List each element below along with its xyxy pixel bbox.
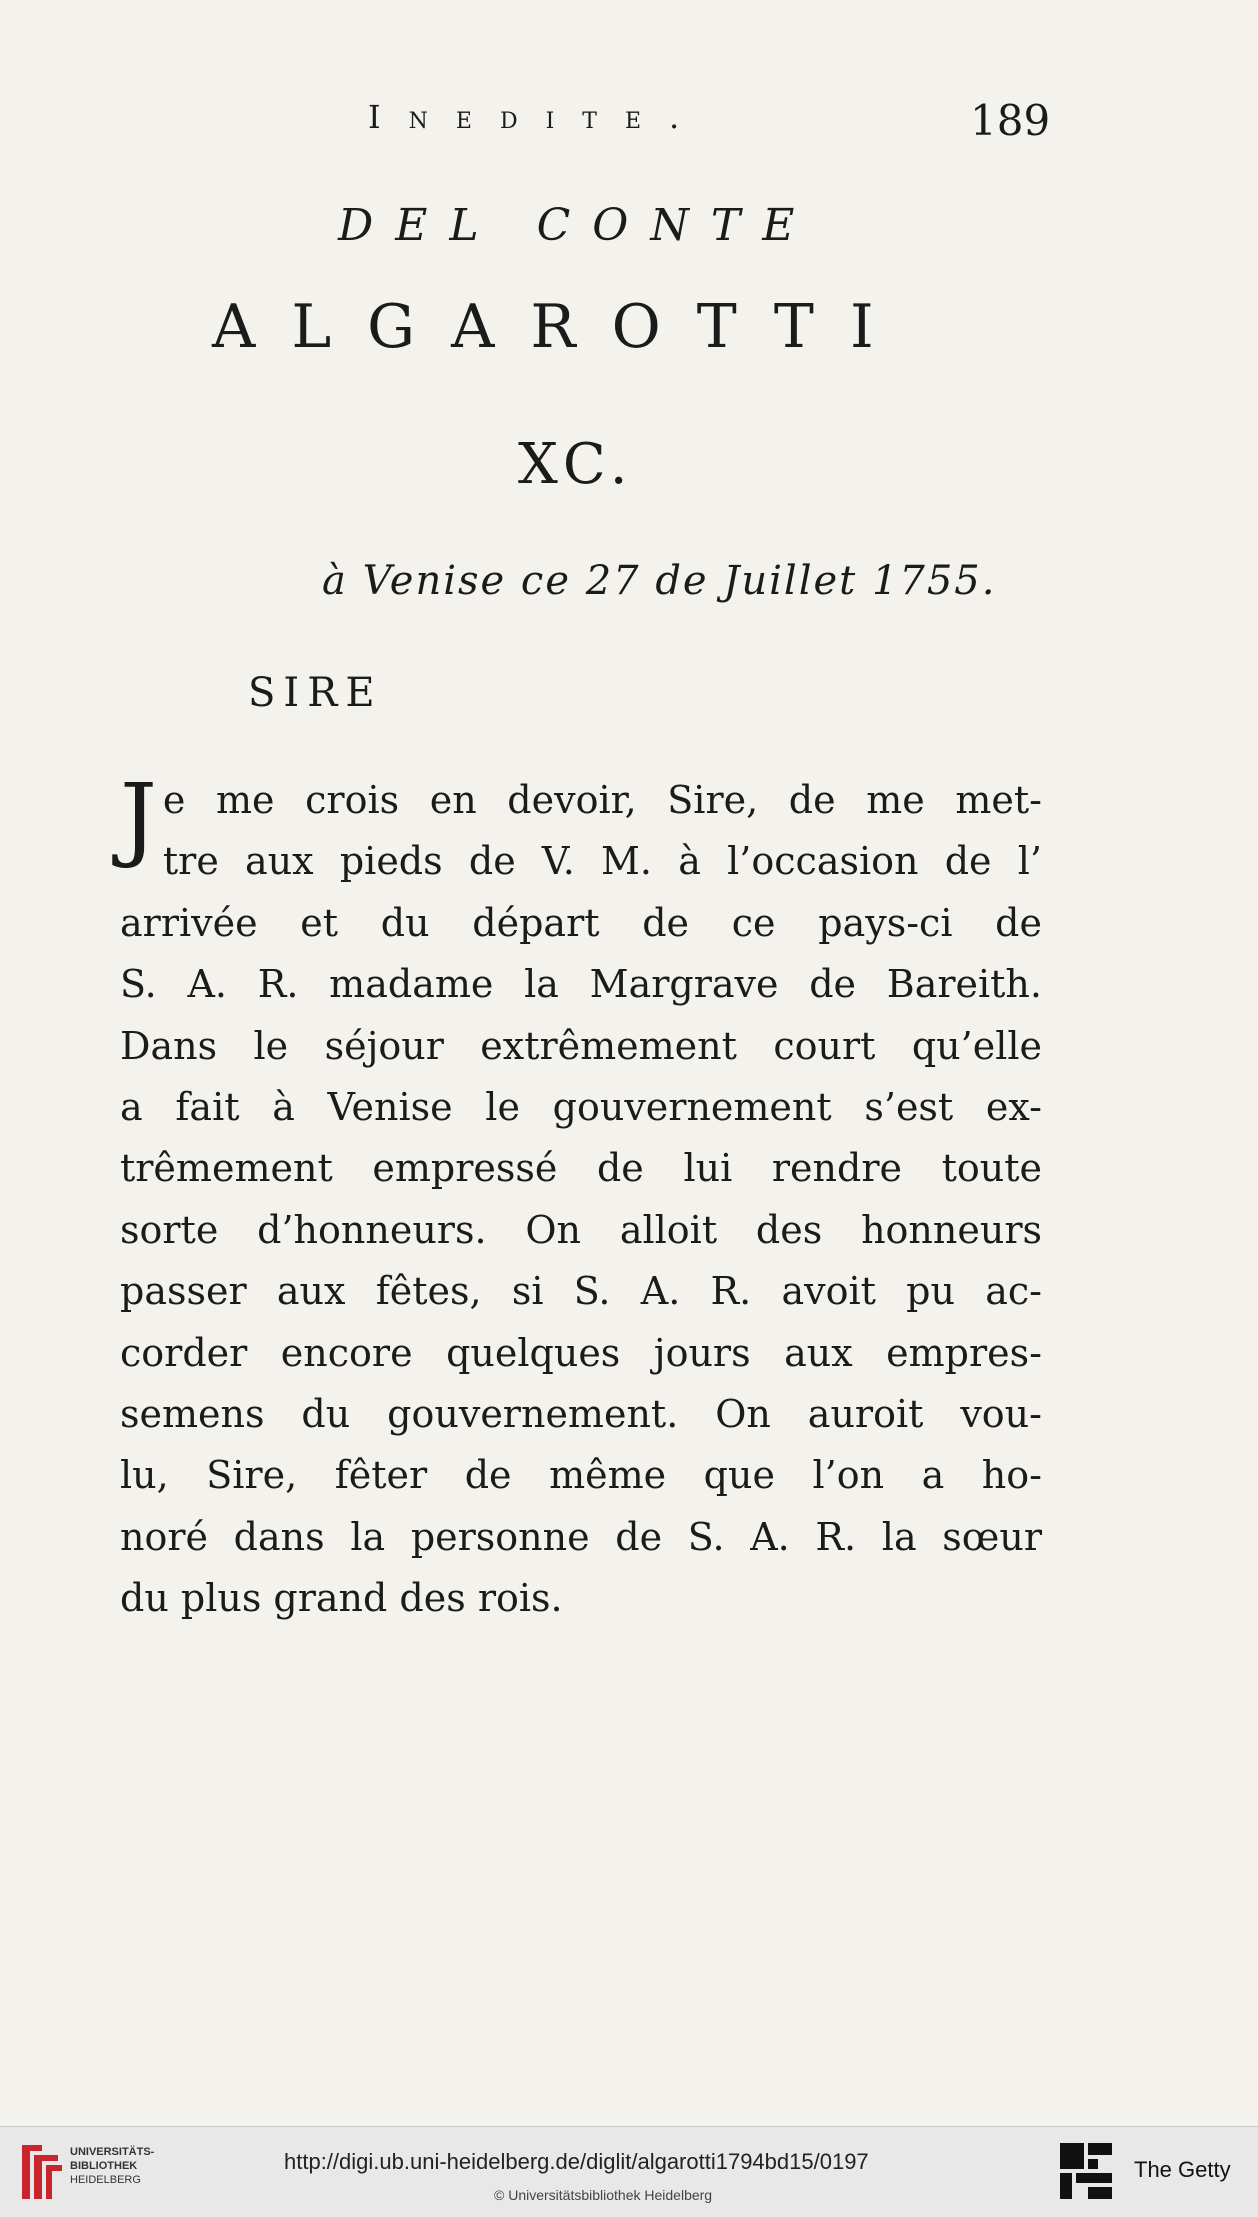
text-line: tre aux pieds de V. M. à l’occasion de l’ — [162, 839, 1042, 884]
text-line: a fait à Venise le gouvernement s’est ex- — [120, 1084, 1042, 1129]
text-line: trêmement empressé de lui rendre toute — [120, 1146, 1042, 1191]
salutation: SIRE — [248, 670, 383, 716]
text-line: Dans le séjour extrêmement court qu’elle — [120, 1023, 1042, 1068]
author-name: ALGAROTTI — [212, 292, 910, 362]
title-line: DEL CONTE — [338, 200, 817, 251]
library-name: UNIVERSITÄTS- BIBLIOTHEK HEIDELBERG — [70, 2146, 155, 2186]
text-line: passer aux fêtes, si S. A. R. avoit pu ac- — [120, 1269, 1042, 1314]
text-line: corder encore quelques jours aux empres- — [120, 1330, 1042, 1375]
text-line: arrivée et du départ de ce pays-ci de — [120, 900, 1042, 945]
letter-number: XC. — [518, 432, 634, 497]
text-line: sorte d’honneurs. On alloit des honneurs — [120, 1207, 1042, 1252]
page-number: 189 — [970, 96, 1051, 145]
permalink[interactable]: http://digi.ub.uni-heidelberg.de/diglit/algarotti1794bd15/0197 — [284, 2149, 869, 2174]
text-line: du plus grand des rois. — [120, 1576, 563, 1621]
text-line: e me crois en devoir, Sire, de me met- — [162, 778, 1042, 822]
text-line: lu, Sire, fêter de même que l’on a ho- — [120, 1453, 1042, 1498]
letter-body — [120, 764, 1042, 1629]
drop-cap: J — [120, 764, 157, 871]
viewer-footer — [0, 2126, 1258, 2217]
getty-logo-icon — [1058, 2141, 1114, 2201]
copyright-notice: © Universitätsbibliothek Heidelberg — [494, 2187, 713, 2203]
partner-name: The Getty — [1134, 2157, 1231, 2182]
university-library-logo-icon — [16, 2141, 64, 2203]
text-line: noré dans la personne de S. A. R. la sœur — [120, 1514, 1042, 1559]
text-line: semens du gouvernement. On auroit vou- — [120, 1391, 1042, 1436]
dateline: à Venise ce 27 de Juillet 1755. — [322, 558, 997, 604]
running-head: Inedite. — [368, 98, 708, 136]
text-line: S. A. R. madame la Margrave de Bareith. — [120, 962, 1042, 1007]
